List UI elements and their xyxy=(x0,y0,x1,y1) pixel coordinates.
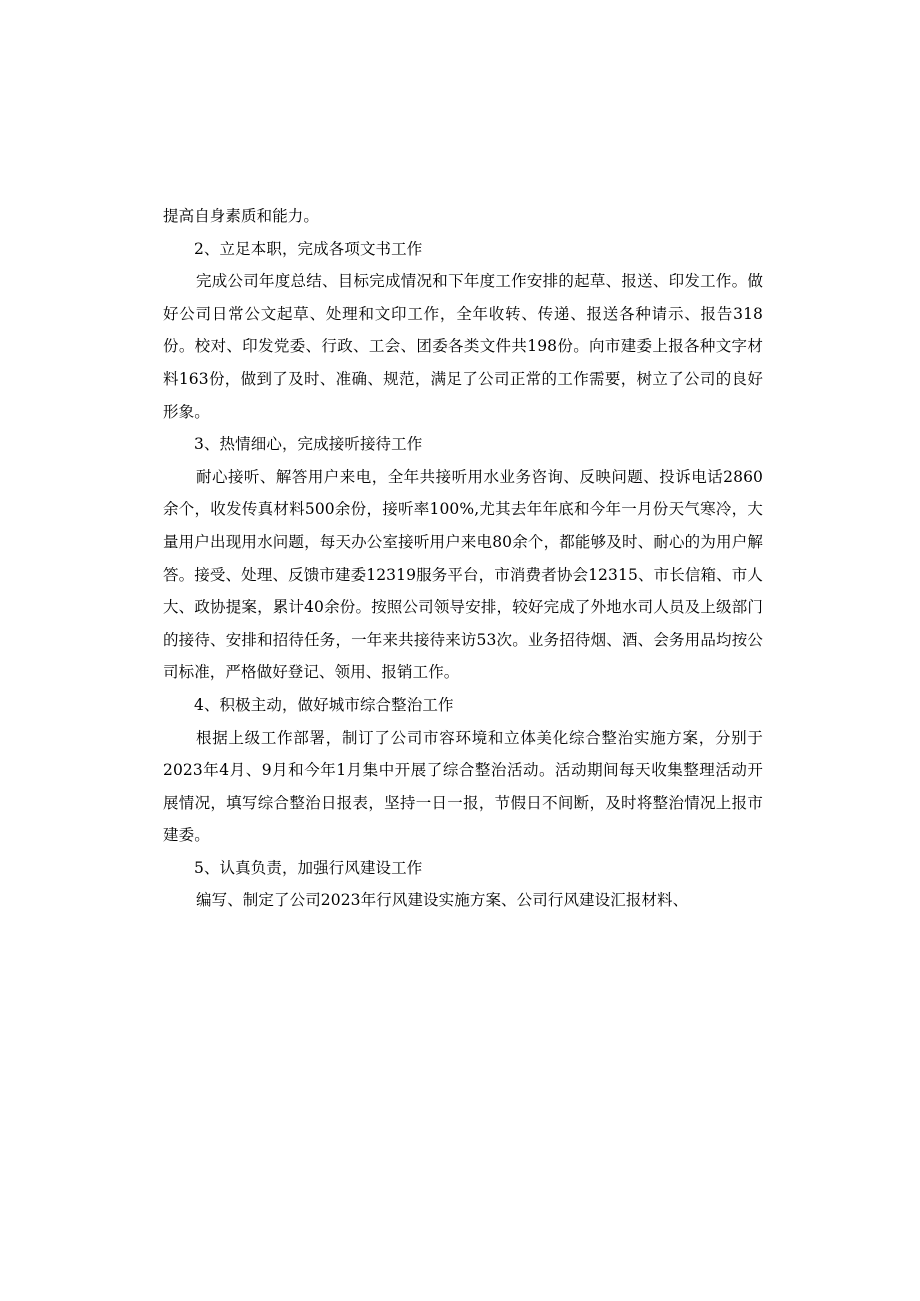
paragraph-reception-work: 耐心接听、解答用户来电，全年共接听用水业务咨询、反映问题、投诉电话2860余个，收发传真材料500余份，接听率100%,尤其去年年底和今年一月份天气寒冷，大量用户出现用水问题，每天办公室接听用户来电80余个，都能够及时、耐心的为用户解答。接受、处理、反馈市建委12319服务平台，市消费者协会12315、市长信箱、市人大、政协提案，累计40余份。按照公司领导安排，较好完成了外地水司人员及上级部门的接待、安排和招待任务，一年来共接待来访53次。业务招待烟、酒、会务用品均按公司标准，严格做好登记、领用、报销工作。 xyxy=(163,467,763,682)
section-heading-4: 4、积极主动，做好城市综合整治工作 xyxy=(194,695,454,714)
paragraph-document-work: 完成公司年度总结、目标完成情况和下年度工作安排的起草、报送、印发工作。做好公司日常公文起草、处理和文印工作，全年收转、传递、报送各种请示、报告318份。校对、印发党委、行政、工会、团委各类文件共198份。向市建委上报各种文字材料163份，做到了及时、准确、规范，满足了公司正常的工作需要，树立了公司的良好形象。 xyxy=(163,272,763,421)
document-body xyxy=(163,200,763,917)
section-heading-2: 2、立足本职，完成各项文书工作 xyxy=(194,239,423,258)
section-heading-5: 5、认真负责，加强行风建设工作 xyxy=(194,858,423,877)
section-heading-3: 3、热情细心，完成接听接待工作 xyxy=(194,435,423,454)
paragraph-continuation: 提高自身素质和能力。 xyxy=(163,207,320,225)
paragraph-city-rectification: 根据上级工作部署，制订了公司市容环境和立体美化综合整治实施方案，分别于2023年4月、9月和今年1月集中开展了综合整治活动。活动期间每天收集整理活动开展情况，填写综合整治日报表，坚持一日一报，节假日不间断，及时将整治情况上报市建委。 xyxy=(163,728,763,845)
paragraph-conduct-building: 编写、制定了公司2023年行风建设实施方案、公司行风建设汇报材料、 xyxy=(196,891,689,910)
